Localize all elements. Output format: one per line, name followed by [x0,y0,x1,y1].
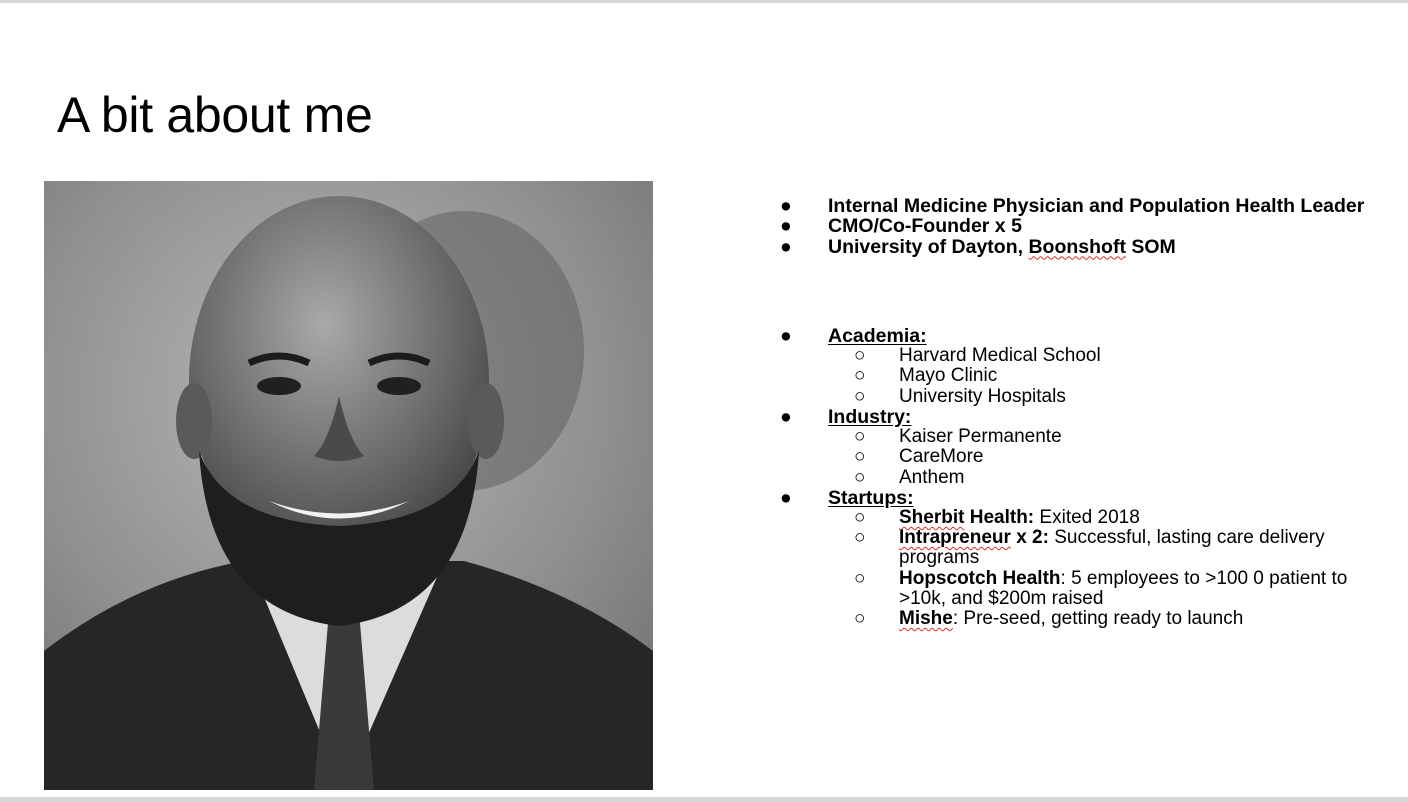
sub-bullet-icon: ○ [854,527,866,549]
sub-bullet-icon: ○ [854,365,866,387]
bullet-icon: ● [780,215,792,238]
sub-bullet-icon: ○ [854,466,866,488]
sub-bullet-icon: ○ [854,608,866,630]
startup-item: ○ Intrapreneur x 2: Successful, lasting care delivery programs [854,527,1325,569]
sub-item: ○ CareMore [854,446,984,468]
bullet-text: University of Dayton, Boonshoft SOM [828,235,1176,258]
slide-title: A bit about me [57,87,373,143]
sub-item: ○ Harvard Medical School [854,345,1101,367]
sub-item: ○ University Hospitals [854,385,1066,407]
section-heading: Startups: [828,486,914,509]
bullet-item [780,216,1380,236]
spellcheck-word[interactable]: Intrapreneur [899,527,1011,549]
bullet-item-education [780,237,1380,257]
bullet-icon: ● [780,405,792,428]
portrait-illustration [44,181,653,790]
section-academia [780,326,1380,346]
sub-bullet-icon: ○ [854,385,866,407]
section-heading: Academia: [828,324,927,347]
sub-item: ○ Kaiser Permanente [854,426,1062,448]
sub-item: ○ Mayo Clinic [854,365,998,387]
bullet-item [780,196,1380,216]
spellcheck-word[interactable]: Sherbit [899,507,965,528]
sub-item: ○ Anthem [854,466,965,488]
section-industry [780,407,1380,427]
sub-bullet-icon: ○ [854,507,866,528]
startup-item: ○ Mishe: Pre-seed, getting ready to launch [854,608,1244,630]
bullet-icon: ● [780,486,792,509]
top-border [0,0,1408,3]
bullet-text: CMO/Co-Founder x 5 [828,215,1022,238]
startup-item: ○ Hopscotch Health: 5 employees to >100 0 patient to >10k, and $200m raised [854,567,1348,609]
bottom-border [0,797,1408,802]
profile-photo [44,181,653,790]
spellcheck-word[interactable]: Mishe [899,608,953,630]
bio-bullet-list [780,196,1380,629]
startup-item: ○ Sherbit Health: Exited 2018 [854,507,1140,528]
bullet-icon: ● [780,195,792,217]
bullet-icon: ● [780,235,792,258]
sub-bullet-icon: ○ [854,345,866,367]
section-heading: Industry: [828,405,912,428]
section-startups [780,488,1380,508]
sub-bullet-icon: ○ [854,426,866,448]
bullet-icon: ● [780,324,792,347]
spellcheck-word[interactable]: Boonshoft [1028,235,1126,258]
sub-bullet-icon: ○ [854,567,866,589]
bullet-text: Internal Medicine Physician and Population Health Leader [828,195,1365,217]
sub-bullet-icon: ○ [854,446,866,468]
